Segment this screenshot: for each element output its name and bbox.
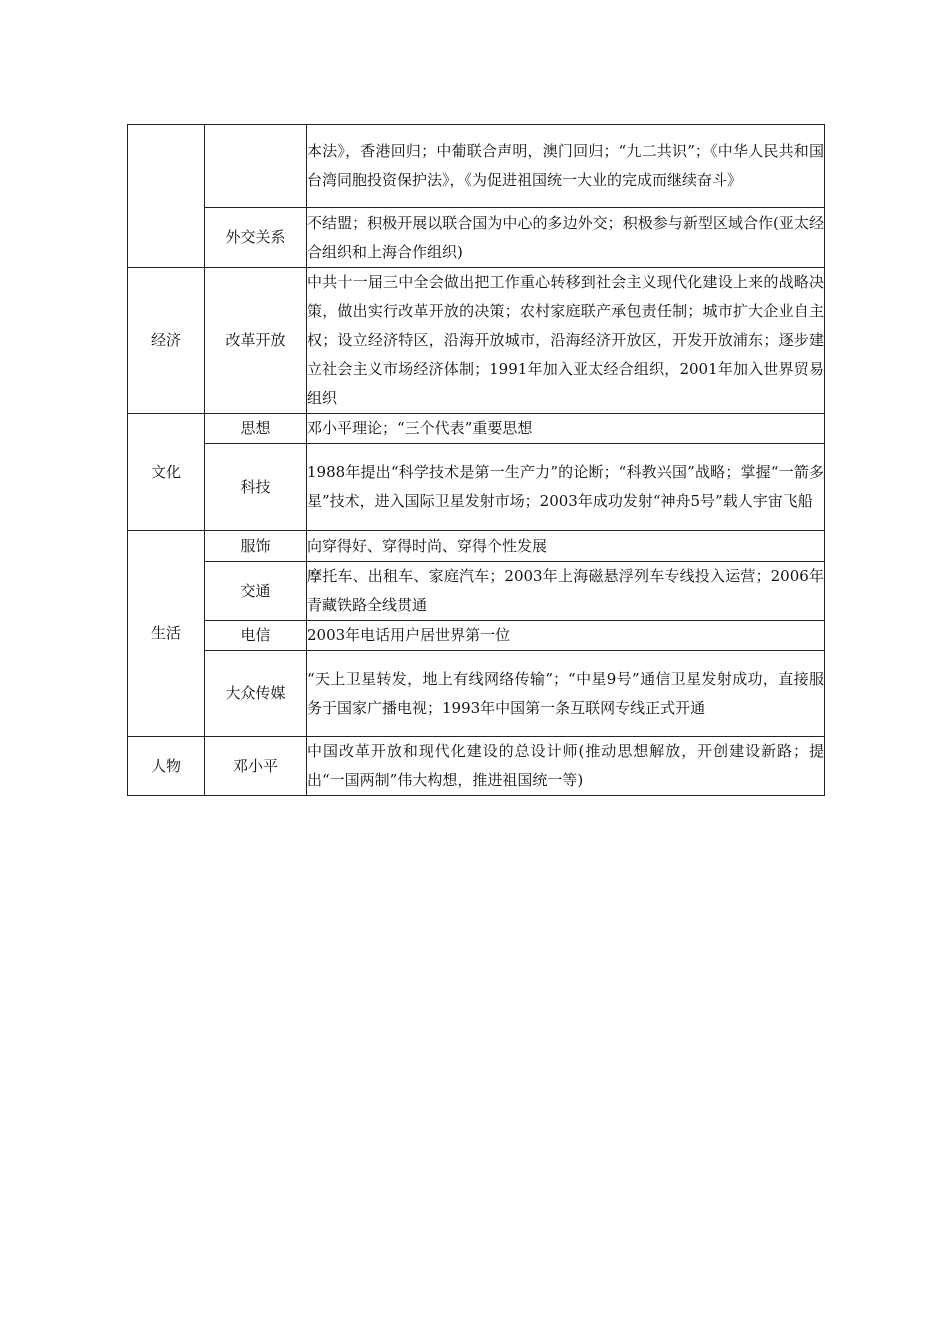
table-row [128,621,825,651]
category-cell-people [128,737,205,796]
subcategory-cell [205,531,307,562]
content-cell [307,414,825,444]
content-cell [307,208,825,268]
subcategory-label: 思想 [240,419,271,437]
table-row [128,125,825,208]
content-text: 中共十一届三中全会做出把工作重心转移到社会主义现代化建设上来的战略决策，做出实行改革开放的决策；农村家庭联产承包责任制；城市扩大企业自主权；设立经济特区，沿海开放城市，沿海经济开放区，开发开放浦东；逐步建立社会主义市场经济体制；1991年加入亚太经合组织，2001年加入世界贸易组织 [307,273,824,407]
subcategory-label: 大众传媒 [225,684,286,702]
category-cell-politics-continued [128,125,205,268]
table-row [128,444,825,531]
table-row [128,268,825,414]
content-cell [307,562,825,621]
category-label: 人物 [150,756,181,775]
subcategory-cell [205,268,307,414]
table-row [128,737,825,796]
subcategory-cell [205,208,307,268]
content-text: “天上卫星转发，地上有线网络传输”；“中星9号”通信卫星发射成功，直接服务于国家广播电视；1993年中国第一条互联网专线正式开通 [307,669,824,717]
category-cell-culture [128,414,205,531]
content-cell [307,125,825,208]
subcategory-label: 服饰 [240,536,271,555]
content-cell [307,737,825,796]
subcategory-cell [205,651,307,737]
subcategory-cell [205,737,307,796]
content-text: 摩托车、出租车、家庭汽车；2003年上海磁悬浮列车专线投入运营；2006年青藏铁路全线贯通 [307,567,824,614]
category-label: 经济 [150,331,181,349]
content-cell [307,621,825,651]
history-summary-table [127,124,825,796]
subcategory-cell [205,444,307,531]
subcategory-cell [205,621,307,651]
content-cell [307,651,825,737]
content-text: 2003年电话用户居世界第一位 [307,626,511,644]
content-text: 不结盟；积极开展以联合国为中心的多边外交；积极参与新型区域合作(亚太经合组织和上海合作组织) [307,213,824,261]
content-cell [307,444,825,531]
content-text: 1988年提出“科学技术是第一生产力”的论断；“科教兴国”战略；掌握“一箭多星”技术，进入国际卫星发射市场；2003年成功发射“神舟5号”载人宇宙飞船 [307,463,824,510]
category-label: 生活 [150,624,181,642]
table-row [128,414,825,444]
subcategory-label: 科技 [240,477,271,496]
content-text: 向穿得好、穿得时尚、穿得个性发展 [307,536,548,555]
subcategory-label: 电信 [240,626,271,644]
category-cell-life [128,531,205,737]
subcategory-label: 邓小平 [232,756,278,775]
subcategory-label: 交通 [240,581,271,600]
content-text: 中国改革开放和现代化建设的总设计师(推动思想解放，开创建设新路；提出“一国两制”伟大构想，推进祖国统一等) [307,742,824,789]
table-row [128,208,825,268]
content-text: 邓小平理论；“三个代表”重要思想 [307,419,533,437]
subcategory-label: 外交关系 [225,228,286,246]
table-row [128,651,825,737]
table-row [128,562,825,621]
content-cell [307,268,825,414]
table-row [128,531,825,562]
content-cell [307,531,825,562]
subcategory-cell [205,414,307,444]
category-label: 文化 [150,462,181,481]
subcategory-label: 改革开放 [225,331,286,349]
subcategory-cell [205,562,307,621]
subcategory-cell [205,125,307,208]
category-cell-economy [128,268,205,414]
content-text: 本法》，香港回归；中葡联合声明，澳门回归；“九二共识”；《中华人民共和国台湾同胞投资保护法》，《为促进祖国统一大业的完成而继续奋斗》 [307,142,824,189]
